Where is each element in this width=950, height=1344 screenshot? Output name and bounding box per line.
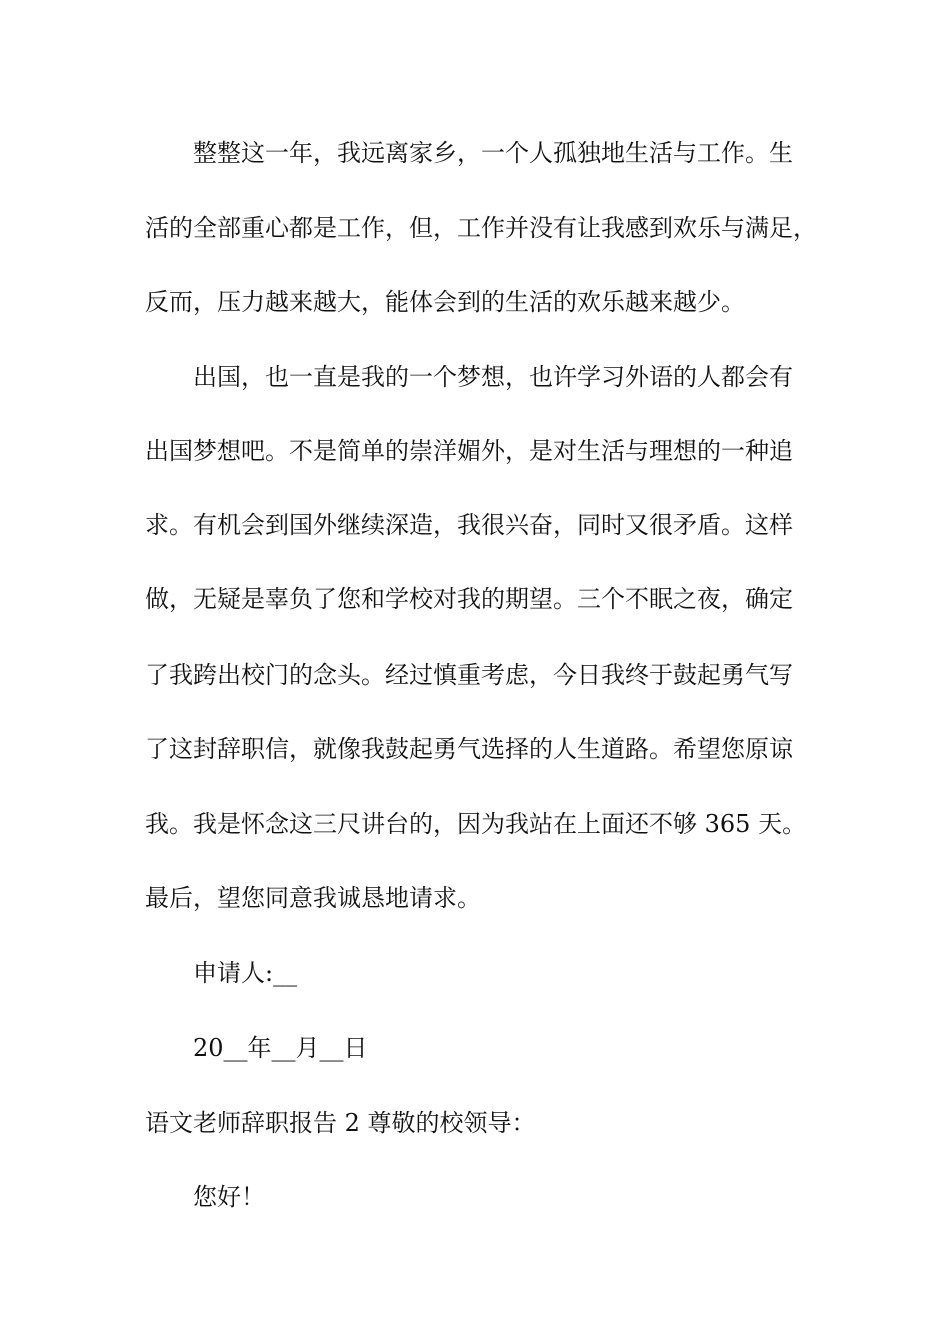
- paragraph-line: 最后，望您同意我诚恳地请求。: [145, 884, 481, 912]
- paragraph-line: 做，无疑是辜负了您和学校对我的期望。三个不眠之夜，确定: [145, 585, 793, 613]
- paragraph-line: 活的全部重心都是工作，但，工作并没有让我感到欢乐与满足，: [145, 214, 817, 242]
- paragraph-line: 出国，也一直是我的一个梦想，也许学习外语的人都会有: [193, 363, 793, 391]
- applicant-line: 申请人:__: [193, 959, 298, 987]
- paragraph-line: 了我跨出校门的念头。经过慎重考虑，今日我终于鼓起勇气写: [145, 661, 793, 689]
- section-heading: 语文老师辞职报告 2 尊敬的校领导：: [145, 1109, 536, 1137]
- paragraph-line: 整整这一年，我远离家乡，一个人孤独地生活与工作。生: [193, 139, 793, 167]
- greeting-line: 您好！: [193, 1183, 265, 1211]
- paragraph-line: 求。有机会到国外继续深造，我很兴奋，同时又很矛盾。这样: [145, 511, 793, 539]
- date-line: 20__年__月__日: [193, 1034, 368, 1062]
- paragraph-line: 出国梦想吧。不是简单的崇洋媚外，是对生活与理想的一种追: [145, 437, 793, 465]
- paragraph-line: 了这封辞职信，就像我鼓起勇气选择的人生道路。希望您原谅: [145, 735, 793, 763]
- paragraph-line: 我。我是怀念这三尺讲台的，因为我站在上面还不够 365 天。: [145, 810, 807, 838]
- paragraph-line: 反而，压力越来越大，能体会到的生活的欢乐越来越少。: [145, 288, 745, 316]
